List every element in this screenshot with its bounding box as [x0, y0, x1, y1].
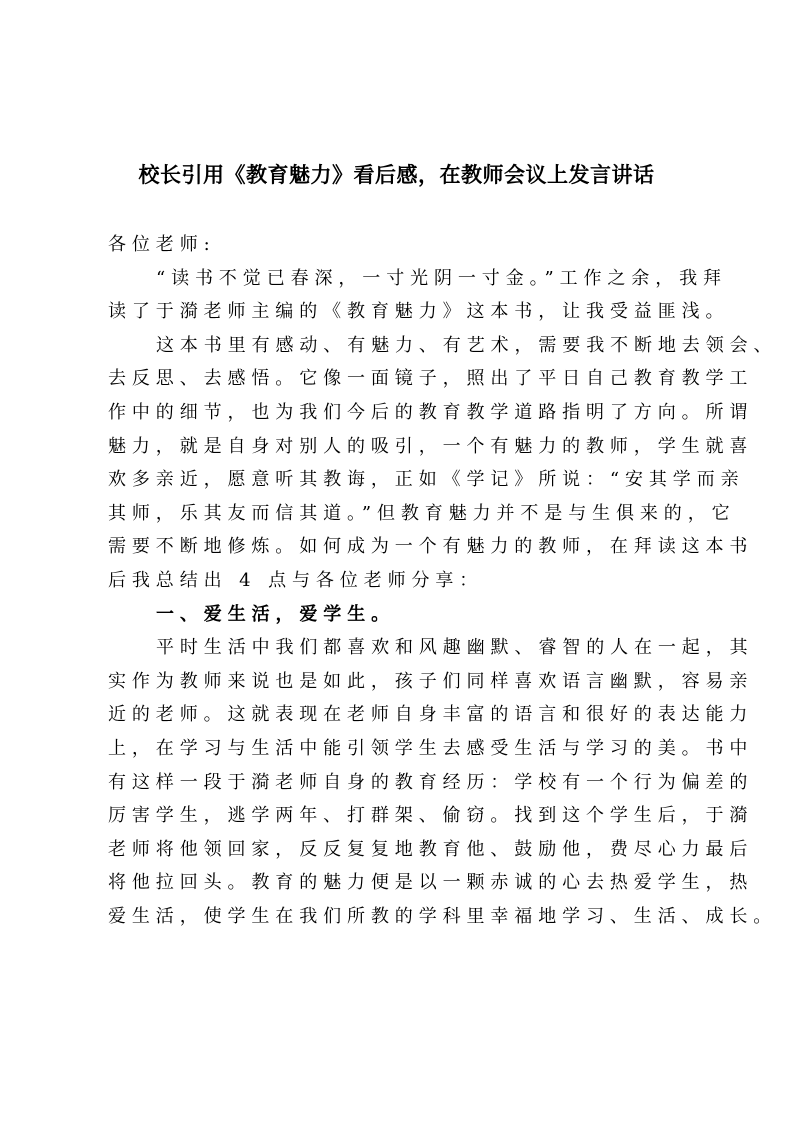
text-line: 爱生活，使学生在我们所教的学科里幸福地学习、生活、成长。 [108, 905, 778, 927]
text-line: 去反思、去感悟。它像一面镜子，照出了平日自己教育教学工 [108, 368, 754, 390]
text-line: 近的老师。这就表现在老师自身丰富的语言和很好的表达能力 [108, 704, 754, 726]
document-body [108, 228, 778, 933]
text-line: 有这样一段于漪老师自身的教育经历：学校有一个行为偏差的 [108, 771, 754, 793]
text-line: 实作为教师来说也是如此，孩子们同样喜欢语言幽默，容易亲 [108, 670, 754, 692]
text-line: 读了于漪老师主编的《教育魅力》这本书，让我受益匪浅。 [108, 301, 730, 323]
paragraph-lines [108, 262, 778, 934]
text-line: 老师将他领回家，反反复复地教育他、鼓励他，费尽心力最后 [108, 838, 754, 860]
text-line: 厉害学生，逃学两年、打群架、偷窃。找到这个学生后，于漪 [108, 805, 754, 827]
text-line: 欢多亲近，愿意听其教诲，正如《学记》所说：“安其学而亲 [108, 469, 745, 491]
text-line: 魅力，就是自身对别人的吸引，一个有魅力的教师，学生就喜 [108, 435, 754, 457]
text-line: 将他拉回头。教育的魅力便是以一颗赤诚的心去热爱学生，热 [108, 872, 754, 894]
text-line: 需要不断地修炼。如何成为一个有魅力的教师，在拜读这本书 [108, 536, 754, 558]
section-heading: 一、爱生活，爱学生。 [156, 603, 395, 625]
text-line: 上，在学习与生活中能引领学生去感受生活与学习的美。书中 [108, 737, 754, 759]
text-line: 这本书里有感动、有魅力、有艺术，需要我不断地去领会、 [156, 334, 778, 356]
text-line: 平时生活中我们都喜欢和风趣幽默、睿智的人在一起，其 [156, 637, 754, 659]
salutation: 各位老师: [108, 234, 216, 255]
text-line: “读书不觉已春深，一寸光阴一寸金。”工作之余，我拜 [156, 267, 727, 289]
text-line: 作中的细节，也为我们今后的教育教学道路指明了方向。所谓 [108, 401, 754, 423]
document-title: 校长引用《教育魅力》看后感，在教师会议上发言讲话 [138, 163, 655, 187]
text-line: 后我总结出 4 点与各位老师分享： [108, 569, 484, 591]
text-line: 其师，乐其友而信其道。”但教育魅力并不是与生俱来的，它 [108, 502, 736, 524]
